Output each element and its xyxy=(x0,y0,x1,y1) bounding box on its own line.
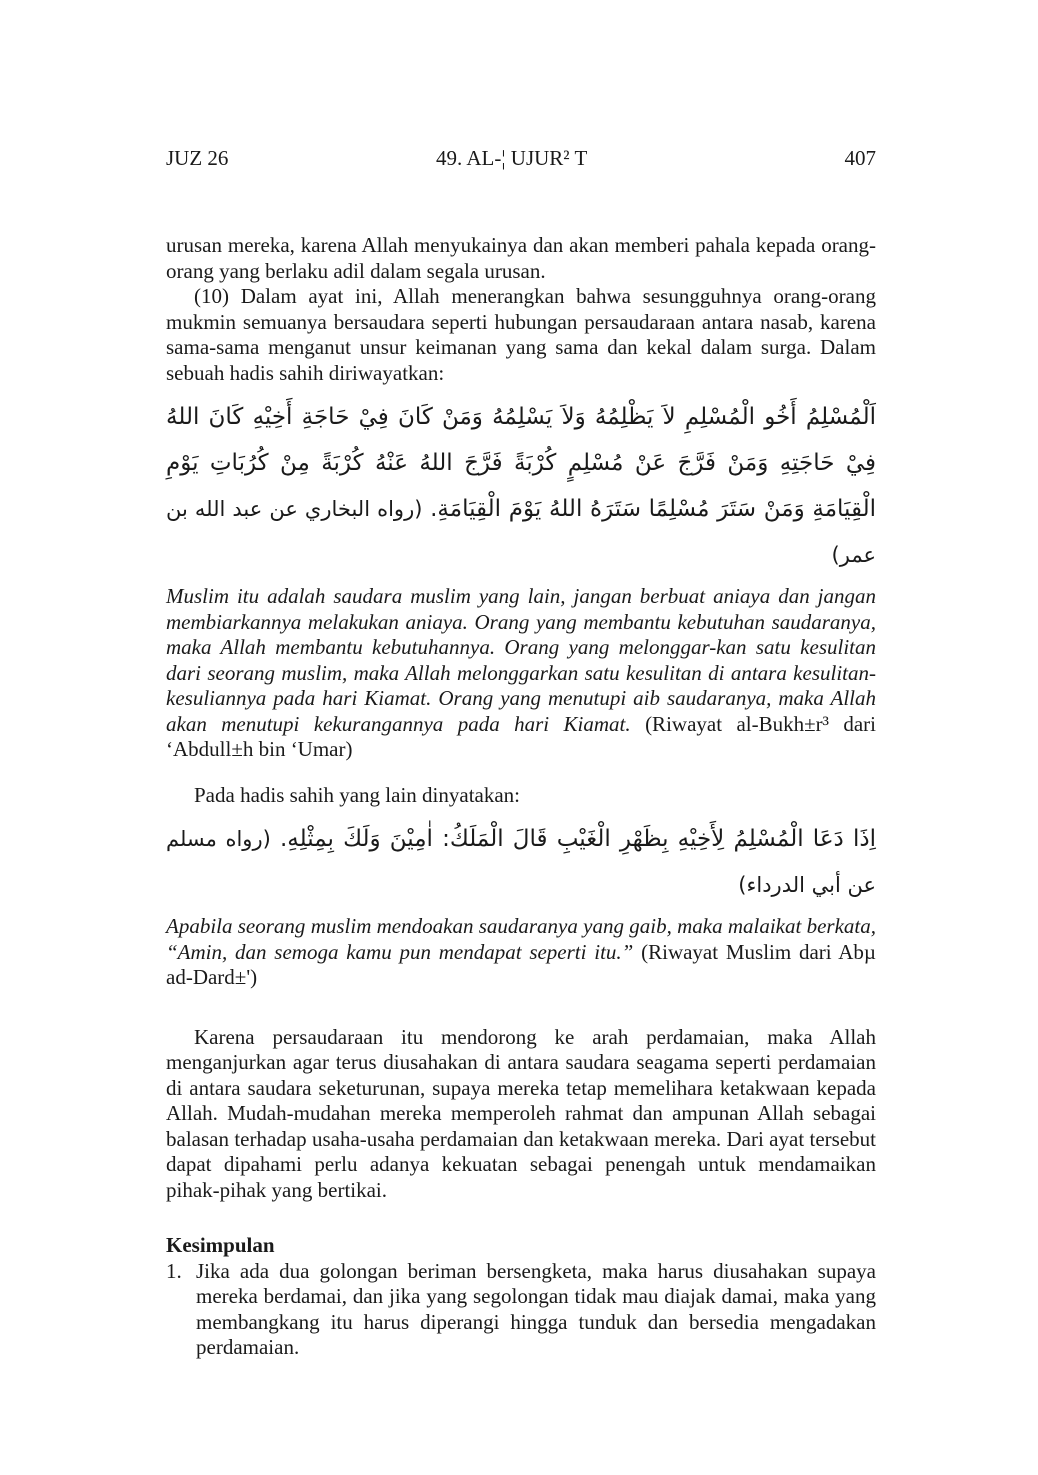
arabic-hadith-2-reference: (رواه مسلم عن أبي الدرداء) xyxy=(166,827,876,897)
header-juz: JUZ 26 xyxy=(166,146,229,170)
arabic-hadith-1 xyxy=(166,394,876,578)
list-item-number: 1. xyxy=(166,1258,182,1283)
translation-hadith-1-reference: (Riwayat al-Bukh±r³ dari ‘Abdull±h bin ‘Umar) xyxy=(166,711,876,761)
arabic-hadith-2-text: اِذَا دَعَا الْمُسْلِمُ لِأَخِيْهِ بِظَهْرِ الْغَيْبِ قَالَ الْمَلَكُ: اٰمِيْنَ وَلَكَ بِمِثْلِهِ. xyxy=(280,826,877,852)
paragraph-reconciliation: Karena persaudaraan itu mendorong ke arah perdamaian, maka Allah menganjurkan agar terus diusahakan di antara saudara seagama seperti perdamaian di antara saudara seketurunan, supaya mereka tetap memelihara ketakwaan kepada Allah. Mudah-mudahan mereka memperoleh rahmat dan ampunan Allah sebagai balasan terhadap usaha-usaha perdamaian dan ketakwaan mereka. Dari ayat tersebut dapat dipahami perlu adanya kekuatan sebagai penengah untuk mendamaikan pihak-pihak yang bertikai. xyxy=(166,1024,876,1202)
paragraph-other-hadith: Pada hadis sahih yang lain dinyatakan: xyxy=(194,782,521,807)
arabic-hadith-2 xyxy=(166,816,876,908)
page-body xyxy=(166,233,876,1361)
arabic-hadith-1-reference: (رواه البخاري عن عبد الله بن عمر) xyxy=(166,497,876,567)
header-page-number: 407 xyxy=(844,146,876,170)
paragraph-verse-10: (10) Dalam ayat ini, Allah menerangkan bahwa sesungguhnya orang-orang mukmin semuanya bersaudara seperti hubungan persaudaraan antara nasab, karena sama-sama menganut unsur keimanan yang sama dan kekal dalam surga. Dalam sebuah hadis sahih diriwayatkan: xyxy=(166,284,876,385)
paragraph-continuation: urusan mereka, karena Allah menyukainya dan akan memberi pahala kepada orang-orang yang berlaku adil dalam segala urusan. xyxy=(166,233,876,283)
list-item-text: Jika ada dua golongan beriman bersengketa, maka harus diusahakan supaya mereka berdamai, dan jika yang segolongan tidak mau diajak damai, maka yang membangkang itu harus diperangi hingga tunduk dan bersedia mengadakan perdamaian. xyxy=(196,1258,876,1359)
translation-hadith-2-text: Apabila seorang muslim mendoakan saudaranya yang gaib, maka malaikat berkata, “Amin, dan semoga kamu pun mendapat seperti itu.” xyxy=(166,914,876,964)
translation-hadith-1-text: Muslim itu adalah saudara muslim yang lain, jangan berbuat aniaya dan jangan membiarkannya melakukan aniaya. Orang yang membantu kebutuhan saudaranya, maka Allah membantu kebutuhannya. Orang yang melonggar-kan satu kesulitan dari seorang muslim, maka Allah melonggarkan satu kesulitan di antara kesulitan-kesuliannya pada hari Kiamat. Orang yang menutupi aib saudaranya, maka Allah akan menutupi kekurangannya pada hari Kiamat. xyxy=(166,584,876,736)
translation-hadith-1 xyxy=(166,584,876,763)
conclusion-list xyxy=(166,1259,876,1361)
conclusion-heading: Kesimpulan xyxy=(166,1233,275,1257)
header-surah-title: 49. AL-¦ UJUR² T xyxy=(436,146,588,170)
list-item xyxy=(166,1259,876,1361)
arabic-hadith-1-text: اَلْمُسْلِمُ أَخُو الْمُسْلِمِ لاَ يَظْلِمُهُ وَلاَ يَسْلِمُهُ وَمَنْ كَانَ فِيْ حَاجَةِ أَخِيْهِ كَانَ اللهُ فِيْ حَاجَتِهِ وَمَنْ فَرَّجَ عَنْ مُسْلِمٍ كُرْبَةً فَرَّجَ اللهُ عَنْهُ كُرْبَةً مِنْ كُرُبَاتِ يَوْمِ الْقِيَامَةِ وَمَنْ سَتَرَ مُسْلِمًا سَتَرَهُ اللهُ يَوْمَ الْقِيَامَةِ. xyxy=(166,404,876,522)
translation-hadith-2 xyxy=(166,914,876,991)
translation-hadith-2-reference: (Riwayat Muslim dari Abµ ad-Dard±') xyxy=(166,939,876,989)
running-header xyxy=(166,146,876,174)
